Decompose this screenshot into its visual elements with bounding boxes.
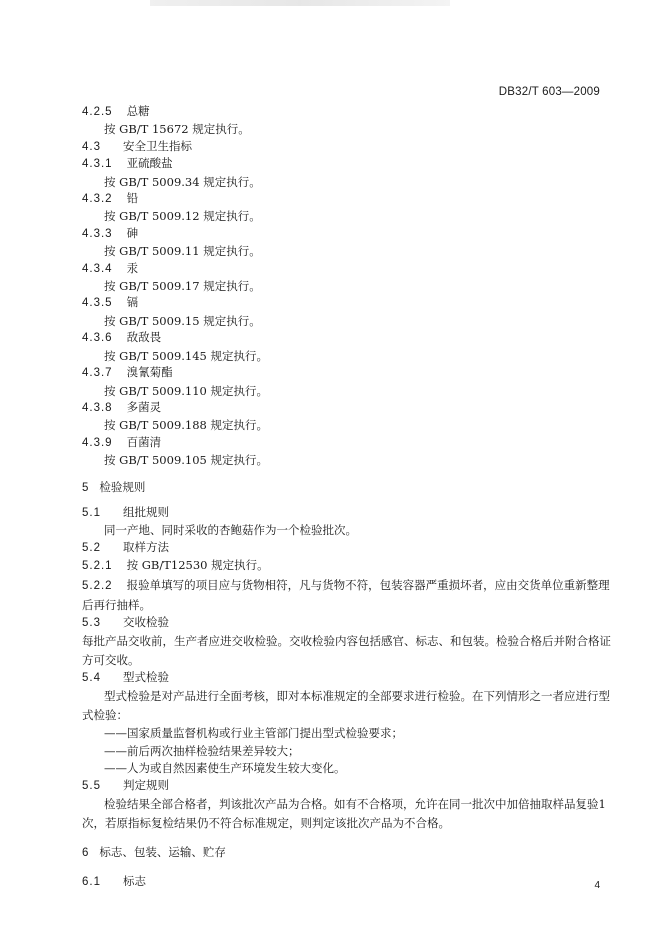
clause-heading: 4.2.5 总糖 <box>82 106 150 118</box>
clause-heading: 4.3.9 百菌清 <box>82 436 162 449</box>
clause-heading: 4.3 安全卫生指标 <box>82 140 192 153</box>
clause-heading: 4.3.2 铅 <box>82 193 139 206</box>
clause-heading: 4.3.1 亚硫酸盐 <box>82 158 173 171</box>
clause-text: 每批产品交收前，生产者应进交收检验。交收检验内容包括感官、标志、和包装。检验合格后并附合格证方可交收。 <box>82 633 611 667</box>
clause-text: 5.2.1 按 GB/T12530 规定执行。 <box>82 558 269 573</box>
clause-text: 型式检验是对产品进行全面考核，即对本标准规定的全部要求进行检验。在下列情形之一者应进行型式检验： <box>82 689 610 723</box>
clause-heading: 4.3.7 溴氰菊酯 <box>82 367 173 380</box>
section-heading: 6 标志、包装、运输、贮存 <box>82 847 226 859</box>
clause-text: 5.2.2 报验单填写的项目应与货物相符，凡与货物不符，包装容器严重损坏者，应由交货单位重新整理后再行抽样。 <box>82 577 610 612</box>
section-heading: 5 检验规则 <box>82 481 146 494</box>
clause-text: 按 GB/T 5009.15 规定执行。 <box>104 313 261 328</box>
clause-heading: 4.3.8 多菌灵 <box>82 401 162 414</box>
clause-text: 按 GB/T 5009.110 规定执行。 <box>104 383 269 398</box>
clause-heading: 5.2 取样方法 <box>82 541 169 554</box>
clause-text: 按 GB/T 5009.188 规定执行。 <box>104 418 269 433</box>
clause-heading: 5.3 交收检验 <box>82 616 169 629</box>
clause-text: 按 GB/T 5009.12 规定执行。 <box>104 209 261 224</box>
clause-heading: 6.1 标志 <box>82 876 146 889</box>
clause-text: 按 GB/T 5009.17 规定执行。 <box>104 279 261 294</box>
clause-text: 按 GB/T 5009.105 规定执行。 <box>104 453 269 468</box>
scan-artifact <box>150 0 450 6</box>
clause-text: 按 GB/T 5009.34 规定执行。 <box>104 174 261 189</box>
clause-heading: 5.4 型式检验 <box>82 671 169 684</box>
clause-heading: 4.3.6 敌敌畏 <box>82 332 162 345</box>
clause-heading: 4.3.5 镉 <box>82 297 139 310</box>
clause-text: 检验结果全部合格者，判该批次产品为合格。如有不合格项，允许在同一批次中加倍抽取样品复验1次，若原指标复检结果仍不符合标准规定，则判定该批次产品为不合格。 <box>82 797 606 830</box>
document-body <box>82 104 618 892</box>
clause-text: 按 GB/T 15672 规定执行。 <box>104 122 250 137</box>
clause-heading: 5.5 判定规则 <box>82 779 169 792</box>
clause-heading: 4.3.3 砷 <box>82 227 139 240</box>
clause-heading: 4.3.4 汞 <box>82 262 139 275</box>
standard-code: DB32/T 603—2009 <box>498 86 600 98</box>
list-item: ——国家质量监督机构或行业主管部门提出型式检验要求； <box>104 726 403 741</box>
list-item: ——人为或自然因素使生产环境发生较大变化。 <box>104 761 346 776</box>
clause-text: 同一产地、同时采收的杏鲍菇作为一个检验批次。 <box>104 523 357 538</box>
clause-text: 按 GB/T 5009.11 规定执行。 <box>104 244 261 259</box>
clause-heading: 5.1 组批规则 <box>82 506 169 519</box>
page-number: 4 <box>594 880 600 891</box>
list-item: ——前后两次抽样检验结果差异较大； <box>104 743 300 758</box>
clause-text: 按 GB/T 5009.145 规定执行。 <box>104 348 269 363</box>
